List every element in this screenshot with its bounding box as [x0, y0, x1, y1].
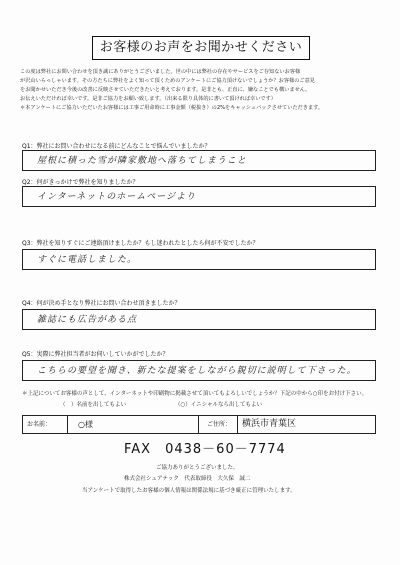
- answer-5: こちらの要望を聞き、新たな提案をしながら親切に説明して下さった。: [37, 366, 357, 376]
- intro-line: この度は弊社にお問い合わせを頂き誠にありがとうございました。世の中には弊社の存在やサービスをご存知ないお客様: [20, 69, 301, 75]
- name-label: お名前：: [23, 416, 68, 433]
- intro-text: [20, 68, 382, 113]
- answer-2: インターネットのホームページより: [37, 192, 197, 202]
- address-label: ご住所：: [203, 416, 238, 433]
- company-text: 株式会社シェアテック 代表取締役 大久保 誠二: [124, 476, 251, 482]
- answer-3: すぐに電話しました。: [37, 255, 138, 265]
- answer-box-5: [22, 360, 376, 381]
- name-value: ○様: [68, 416, 199, 433]
- answer-1: 屋根に積った雪が隣家敷地へ落ちてしまうこと: [37, 156, 247, 166]
- intro-line: ＊本アンケートにご協力いただいたお客様には工事ご用命時に工事金額（税抜き）の2%をキャッシュバックさせていただきます。: [20, 105, 324, 111]
- fax-number: FAX 0438－60－7774: [124, 442, 286, 457]
- name-address-box: [22, 415, 376, 434]
- intro-line: をお聞かせいただき今後の改善に反映させていただきたいと考えております。是非とも、正直に、嫌なことでも構いません。: [20, 87, 311, 93]
- question-5: Q5：実際に弊社担当者がお伺いしていかがでしたか？: [22, 351, 169, 358]
- page-title: お客様のお声をお聞かせください: [92, 36, 310, 60]
- option-name[interactable]: （ ）名前を出してもよい: [60, 402, 127, 408]
- thanks-text: ご協力ありがとうございました。: [156, 465, 239, 471]
- question-2: Q2：何がきっかけで弊社を知りましたか？: [22, 179, 139, 186]
- intro-line: が沢山いらっしゃいます。その方たちに弊社をよく知って頂くためのアンケートにご協力頂けないでしょうか？お客様のご意見: [20, 78, 315, 84]
- address-value: 横浜市青葉区: [242, 419, 297, 429]
- option-initial[interactable]: （○）イニシャルなら出してもよい: [175, 402, 262, 408]
- answer-box-2: [22, 186, 376, 207]
- publish-note: ＊上記についてお客様の声として、インターネットや印刷物に掲載させて頂いてもよろしいでしょうか？下記の中から○印をお付け下さい。: [22, 391, 368, 397]
- question-4: Q4：何が決め手となり弊社にお問い合わせ頂きましたか？: [22, 300, 181, 307]
- privacy-text: 当アンケートで取得したお客様の個人情報は関係法規に基づき厳正に管理いたします。: [82, 488, 296, 494]
- question-3: Q3：弊社を知りすぐにご連絡頂けましたか？もし迷われたとしたら何が不安でしたか？: [22, 240, 259, 247]
- answer-box-1: [22, 150, 376, 171]
- answer-box-3: [22, 249, 376, 270]
- intro-line: お伝えいただければ幸いです。是非ご協力をお願い致します。（出来る限り具体的に書いて頂ければ幸いです）: [20, 96, 276, 102]
- question-1: Q1：弊社にお問い合わせになる前にどんなことで悩んでいましたか？: [22, 143, 211, 150]
- answer-box-4: [22, 309, 376, 330]
- answer-4: 雑誌にも広告がある点: [37, 315, 138, 325]
